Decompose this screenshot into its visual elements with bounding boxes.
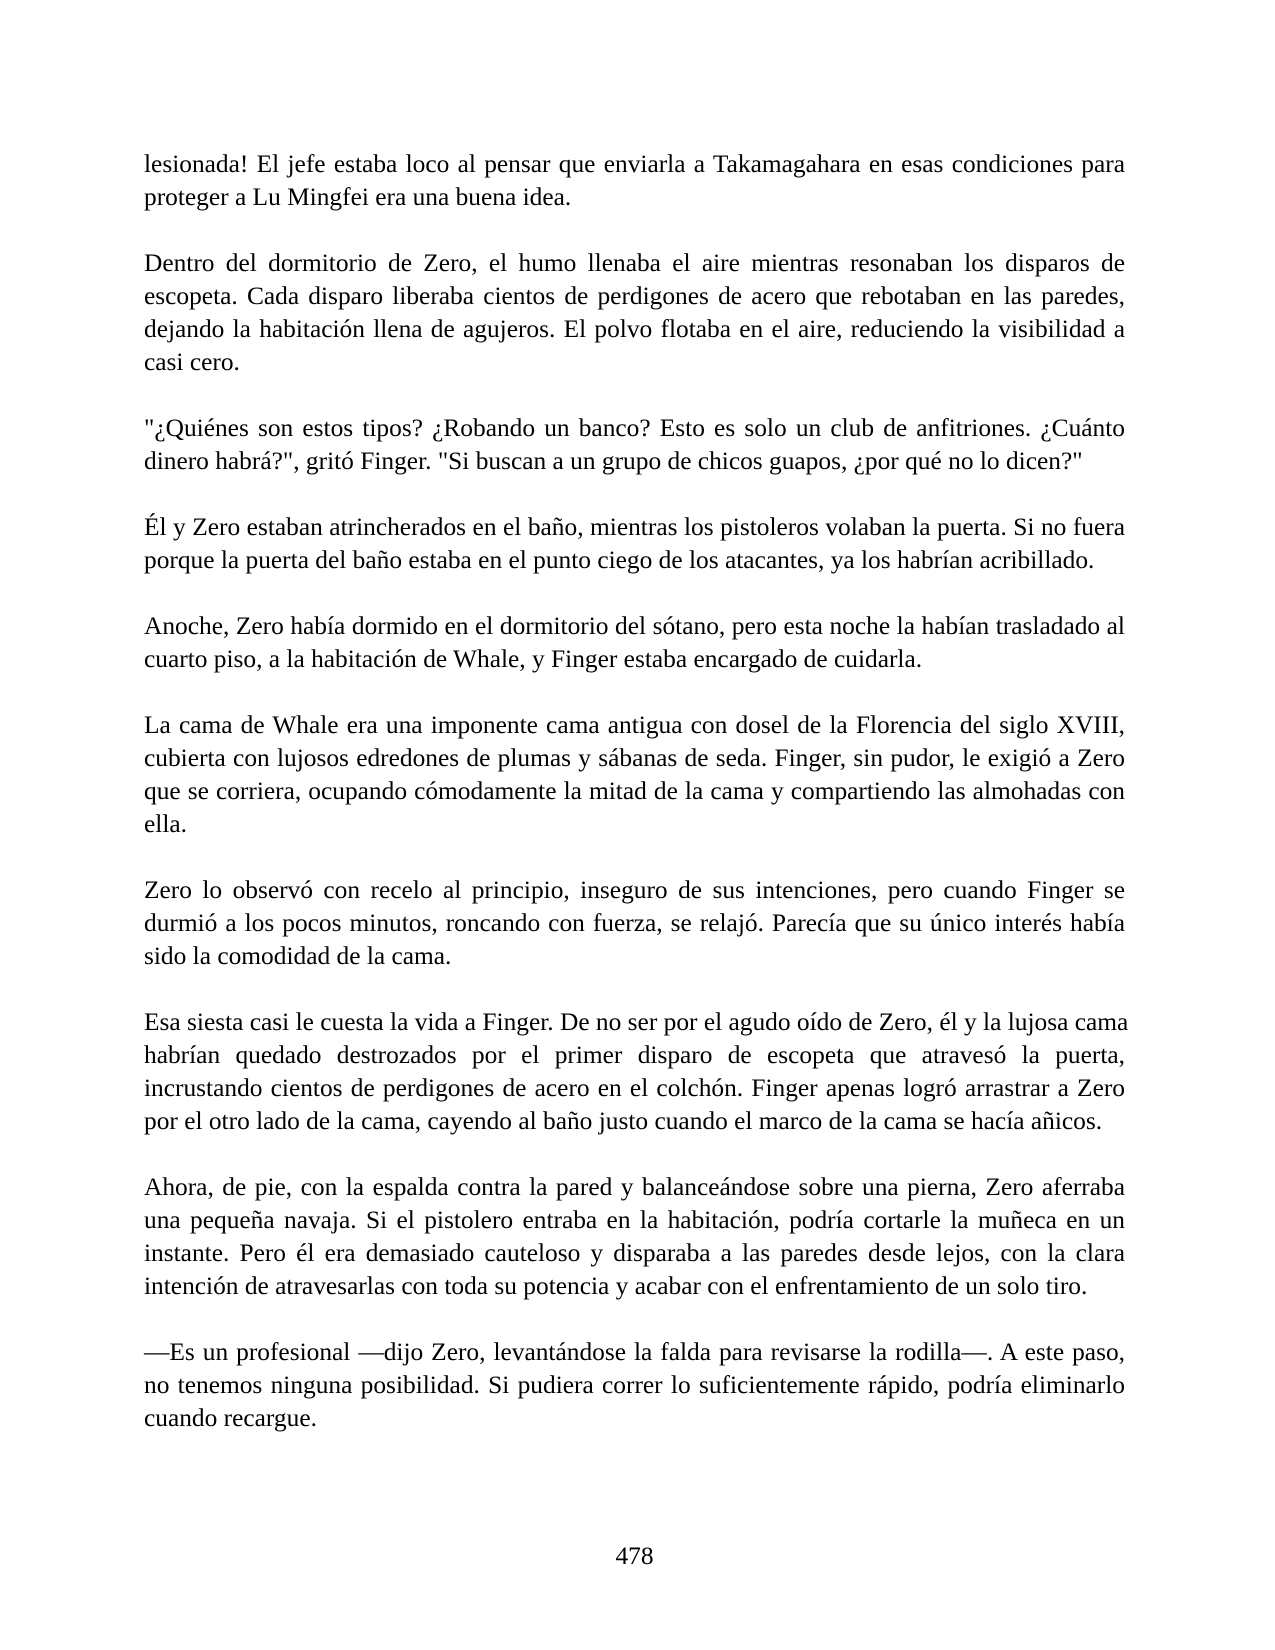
text-line: ella.: [144, 810, 187, 838]
paragraph: [144, 412, 1125, 478]
text-line: que se corriera, ocupando cómodamente la mitad de la cama y compartiendo las almohadas con: [144, 777, 1125, 805]
text-line: lesionada! El jefe estaba loco al pensar que enviarla a Takamagahara en esas condiciones para: [144, 150, 1125, 178]
text-line: cubierta con lujosos edredones de plumas y sábanas de seda. Finger, sin pudor, le exigió a Zero: [144, 744, 1125, 772]
text-line: La cama de Whale era una imponente cama antigua con dosel de la Florencia del siglo XVIII,: [144, 711, 1125, 739]
text-line: Esa siesta casi le cuesta la vida a Finger. De no ser por el agudo oído de Zero, él y la lujosa cama: [144, 1008, 1129, 1036]
paragraph: [144, 610, 1125, 676]
text-line: "¿Quiénes son estos tipos? ¿Robando un banco? Esto es solo un club de anfitriones. ¿Cuánto: [144, 414, 1125, 442]
paragraph: [144, 148, 1125, 214]
text-line: Dentro del dormitorio de Zero, el humo llenaba el aire mientras resonaban los disparos de: [144, 249, 1125, 277]
paragraph: [144, 1006, 1129, 1138]
text-line: casi cero.: [144, 348, 240, 376]
text-line: durmió a los pocos minutos, roncando con fuerza, se relajó. Parecía que su único interés había: [144, 909, 1125, 937]
page-number: 478: [615, 1542, 654, 1570]
text-line: no tenemos ninguna posibilidad. Si pudiera correr lo suficientemente rápido, podría eliminarlo: [144, 1371, 1125, 1399]
text-line: incrustando cientos de perdigones de acero en el colchón. Finger apenas logró arrastrar a Zero: [144, 1074, 1125, 1102]
text-line: dejando la habitación llena de agujeros. El polvo flotaba en el aire, reduciendo la visibilidad a: [144, 315, 1125, 343]
text-line: cuando recargue.: [144, 1404, 317, 1432]
paragraph: [144, 874, 1125, 973]
text-line: una pequeña navaja. Si el pistolero entraba en la habitación, podría cortarle la muñeca en un: [144, 1206, 1125, 1234]
paragraph: [144, 511, 1125, 577]
text-line: Anoche, Zero había dormido en el dormitorio del sótano, pero esta noche la habían trasladado al: [144, 612, 1125, 640]
text-line: —Es un profesional —dijo Zero, levantándose la falda para revisarse la rodilla—. A este paso,: [144, 1338, 1125, 1366]
text-line: sido la comodidad de la cama.: [144, 942, 452, 970]
page-text: [144, 148, 1129, 1435]
paragraph: [144, 1336, 1125, 1435]
text-line: instante. Pero él era demasiado cauteloso y disparaba a las paredes desde lejos, con la clara: [144, 1239, 1125, 1267]
paragraph: [144, 247, 1125, 379]
text-line: por el otro lado de la cama, cayendo al baño justo cuando el marco de la cama se hacía añicos.: [144, 1107, 1103, 1135]
text-line: Él y Zero estaban atrincherados en el baño, mientras los pistoleros volaban la puerta. Si no fuera: [144, 513, 1125, 541]
paragraph: [144, 709, 1125, 841]
text-line: porque la puerta del baño estaba en el punto ciego de los atacantes, ya los habrían acribillado.: [144, 546, 1095, 574]
text-line: escopeta. Cada disparo liberaba cientos de perdigones de acero que rebotaban en las paredes,: [144, 282, 1125, 310]
text-line: Zero lo observó con recelo al principio, inseguro de sus intenciones, pero cuando Finger se: [144, 876, 1125, 904]
text-line: proteger a Lu Mingfei era una buena idea.: [144, 183, 572, 211]
text-line: intención de atravesarlas con toda su potencia y acabar con el enfrentamiento de un solo tiro.: [144, 1272, 1088, 1300]
paragraph: [144, 1171, 1125, 1303]
text-line: cuarto piso, a la habitación de Whale, y Finger estaba encargado de cuidarla.: [144, 645, 923, 673]
text-line: dinero habrá?", gritó Finger. "Si buscan a un grupo de chicos guapos, ¿por qué no lo dicen?": [144, 447, 1083, 475]
text-line: Ahora, de pie, con la espalda contra la pared y balanceándose sobre una pierna, Zero aferraba: [144, 1173, 1125, 1201]
text-line: habrían quedado destrozados por el primer disparo de escopeta que atravesó la puerta,: [144, 1041, 1125, 1069]
